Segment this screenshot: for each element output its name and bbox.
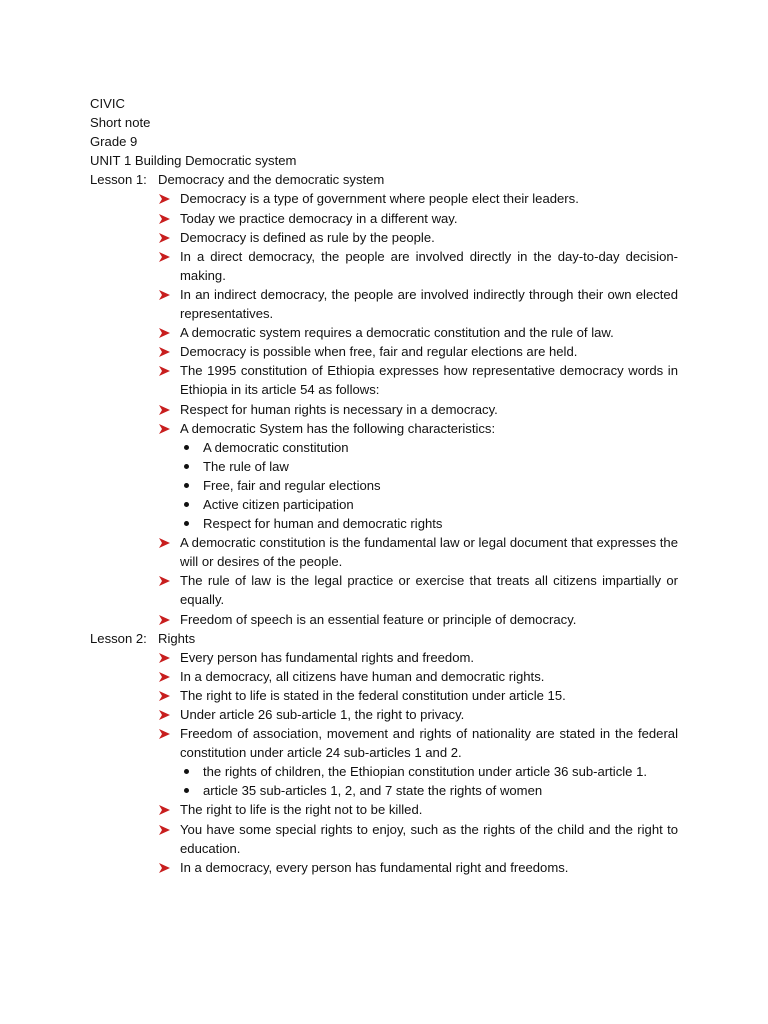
list-item	[90, 686, 678, 705]
list-item-text: The right to life is stated in the federal constitution under article 15.	[180, 687, 566, 703]
list-item-text: In a democracy, every person has fundamental right and freedoms.	[180, 859, 569, 875]
arrow-bullet-icon	[159, 233, 170, 243]
list-item	[90, 858, 678, 877]
list-item	[90, 820, 678, 858]
list-item-text: The right to life is the right not to be killed.	[180, 802, 423, 818]
list-item	[90, 495, 678, 514]
list-item-text: Democracy is a type of government where people elect their leaders.	[180, 191, 579, 207]
list-item-text: Active citizen participation	[203, 496, 354, 512]
arrow-bullet-icon	[159, 615, 170, 625]
arrow-bullet-icon	[159, 214, 170, 224]
list-item-text: Every person has fundamental rights and freedom.	[180, 649, 475, 665]
list-item-text: The 1995 constitution of Ethiopia expresses how representative democracy words in Ethiopia in its article 54 as follows:	[180, 363, 678, 398]
lesson-2-points-continued	[90, 800, 678, 876]
arrow-bullet-icon	[159, 538, 170, 548]
lesson-1-points-continued	[90, 533, 678, 628]
arrow-bullet-icon	[159, 290, 170, 300]
arrow-bullet-icon	[159, 825, 170, 835]
dot-bullet-icon	[184, 502, 189, 507]
lesson-2-heading	[90, 629, 678, 648]
characteristics-list	[90, 438, 678, 533]
list-item-text: The rule of law is the legal practice or exercise that treats all citizens impartially or equally.	[180, 573, 678, 608]
list-item	[90, 610, 678, 629]
lesson-1-heading	[90, 170, 678, 189]
arrow-bullet-icon	[159, 328, 170, 338]
arrow-bullet-icon	[159, 252, 170, 262]
note-type-line: Short note	[90, 115, 151, 131]
document-page	[90, 94, 678, 877]
dot-bullet-icon	[184, 769, 189, 774]
list-item	[90, 342, 678, 361]
arrow-bullet-icon	[159, 405, 170, 415]
lesson-1-points	[90, 189, 678, 437]
list-item	[90, 476, 678, 495]
list-item	[90, 247, 678, 285]
lesson-2-points	[90, 648, 678, 763]
dot-bullet-icon	[184, 521, 189, 526]
list-item	[90, 724, 678, 762]
list-item-text: Freedom of speech is an essential feature or principle of democracy.	[180, 611, 577, 627]
arrow-bullet-icon	[159, 653, 170, 663]
dot-bullet-icon	[184, 464, 189, 469]
list-item-text: the rights of children, the Ethiopian constitution under article 36 sub-article 1.	[203, 764, 647, 780]
arrow-bullet-icon	[159, 576, 170, 586]
list-item-text: article 35 sub-articles 1, 2, and 7 state the rights of women	[203, 783, 543, 799]
lesson-2-title: Rights	[158, 630, 196, 646]
list-item-text: You have some special rights to enjoy, such as the rights of the child and the right to education.	[180, 821, 678, 856]
list-item-text: Under article 26 sub-article 1, the right to privacy.	[180, 707, 465, 722]
list-item	[90, 457, 678, 476]
list-item	[90, 285, 678, 323]
subject-line: CIVIC	[90, 96, 125, 111]
list-item	[90, 400, 678, 419]
list-item-text: Respect for human rights is necessary in a democracy.	[180, 401, 498, 417]
list-item-text: Democracy is possible when free, fair and regular elections are held.	[180, 344, 578, 360]
arrow-bullet-icon	[159, 805, 170, 815]
list-item-text: Democracy is defined as rule by the people.	[180, 229, 435, 245]
list-item	[90, 228, 678, 247]
list-item	[90, 571, 678, 609]
lesson-1-label: Lesson 1:	[90, 172, 147, 188]
list-item-text: A democratic constitution is the fundamental law or legal document that expresses the will or desires of the people.	[180, 535, 678, 570]
list-item	[90, 533, 678, 571]
list-item	[90, 361, 678, 399]
list-item-text: Freedom of association, movement and rights of nationality are stated in the federal constitution under article 24 sub-articles 1 and 2.	[180, 726, 678, 761]
list-item	[90, 667, 678, 686]
arrow-bullet-icon	[159, 672, 170, 682]
list-item-text: Respect for human and democratic rights	[203, 516, 443, 532]
list-item-text: A democratic System has the following characteristics:	[180, 420, 496, 436]
dot-bullet-icon	[184, 788, 189, 793]
list-item	[90, 781, 678, 800]
list-item	[90, 648, 678, 667]
lesson-2-sub-points	[90, 762, 678, 800]
list-item	[90, 189, 678, 208]
arrow-bullet-icon	[159, 710, 170, 720]
arrow-bullet-icon	[159, 347, 170, 357]
list-item	[90, 438, 678, 457]
list-item	[90, 762, 678, 781]
arrow-bullet-icon	[159, 366, 170, 376]
grade-line: Grade 9	[90, 134, 138, 150]
arrow-bullet-icon	[159, 424, 170, 434]
list-item-text: The rule of law	[203, 458, 289, 474]
list-item-text: Free, fair and regular elections	[203, 477, 381, 493]
lesson-1-title: Democracy and the democratic system	[158, 172, 385, 188]
dot-bullet-icon	[184, 483, 189, 488]
list-item-text: A democratic system requires a democratic constitution and the rule of law.	[180, 325, 614, 341]
list-item-text: A democratic constitution	[203, 439, 349, 455]
list-item	[90, 209, 678, 228]
unit-heading: UNIT 1 Building Democratic system	[90, 153, 297, 169]
list-item	[90, 705, 678, 724]
list-item	[90, 514, 678, 533]
list-item	[90, 419, 678, 438]
dot-bullet-icon	[184, 445, 189, 450]
list-item-text: In an indirect democracy, the people are involved indirectly through their own elected representatives.	[180, 286, 678, 322]
list-item-text: In a democracy, all citizens have human and democratic rights.	[180, 668, 545, 684]
arrow-bullet-icon	[159, 691, 170, 701]
arrow-bullet-icon	[159, 194, 170, 204]
lesson-2-label: Lesson 2:	[90, 630, 147, 646]
list-item	[90, 323, 678, 342]
arrow-bullet-icon	[159, 729, 170, 739]
list-item-text: Today we practice democracy in a different way.	[180, 210, 458, 226]
list-item-text: In a direct democracy, the people are involved directly in the day-to-day decision-making.	[180, 248, 678, 283]
list-item	[90, 800, 678, 819]
arrow-bullet-icon	[159, 863, 170, 873]
